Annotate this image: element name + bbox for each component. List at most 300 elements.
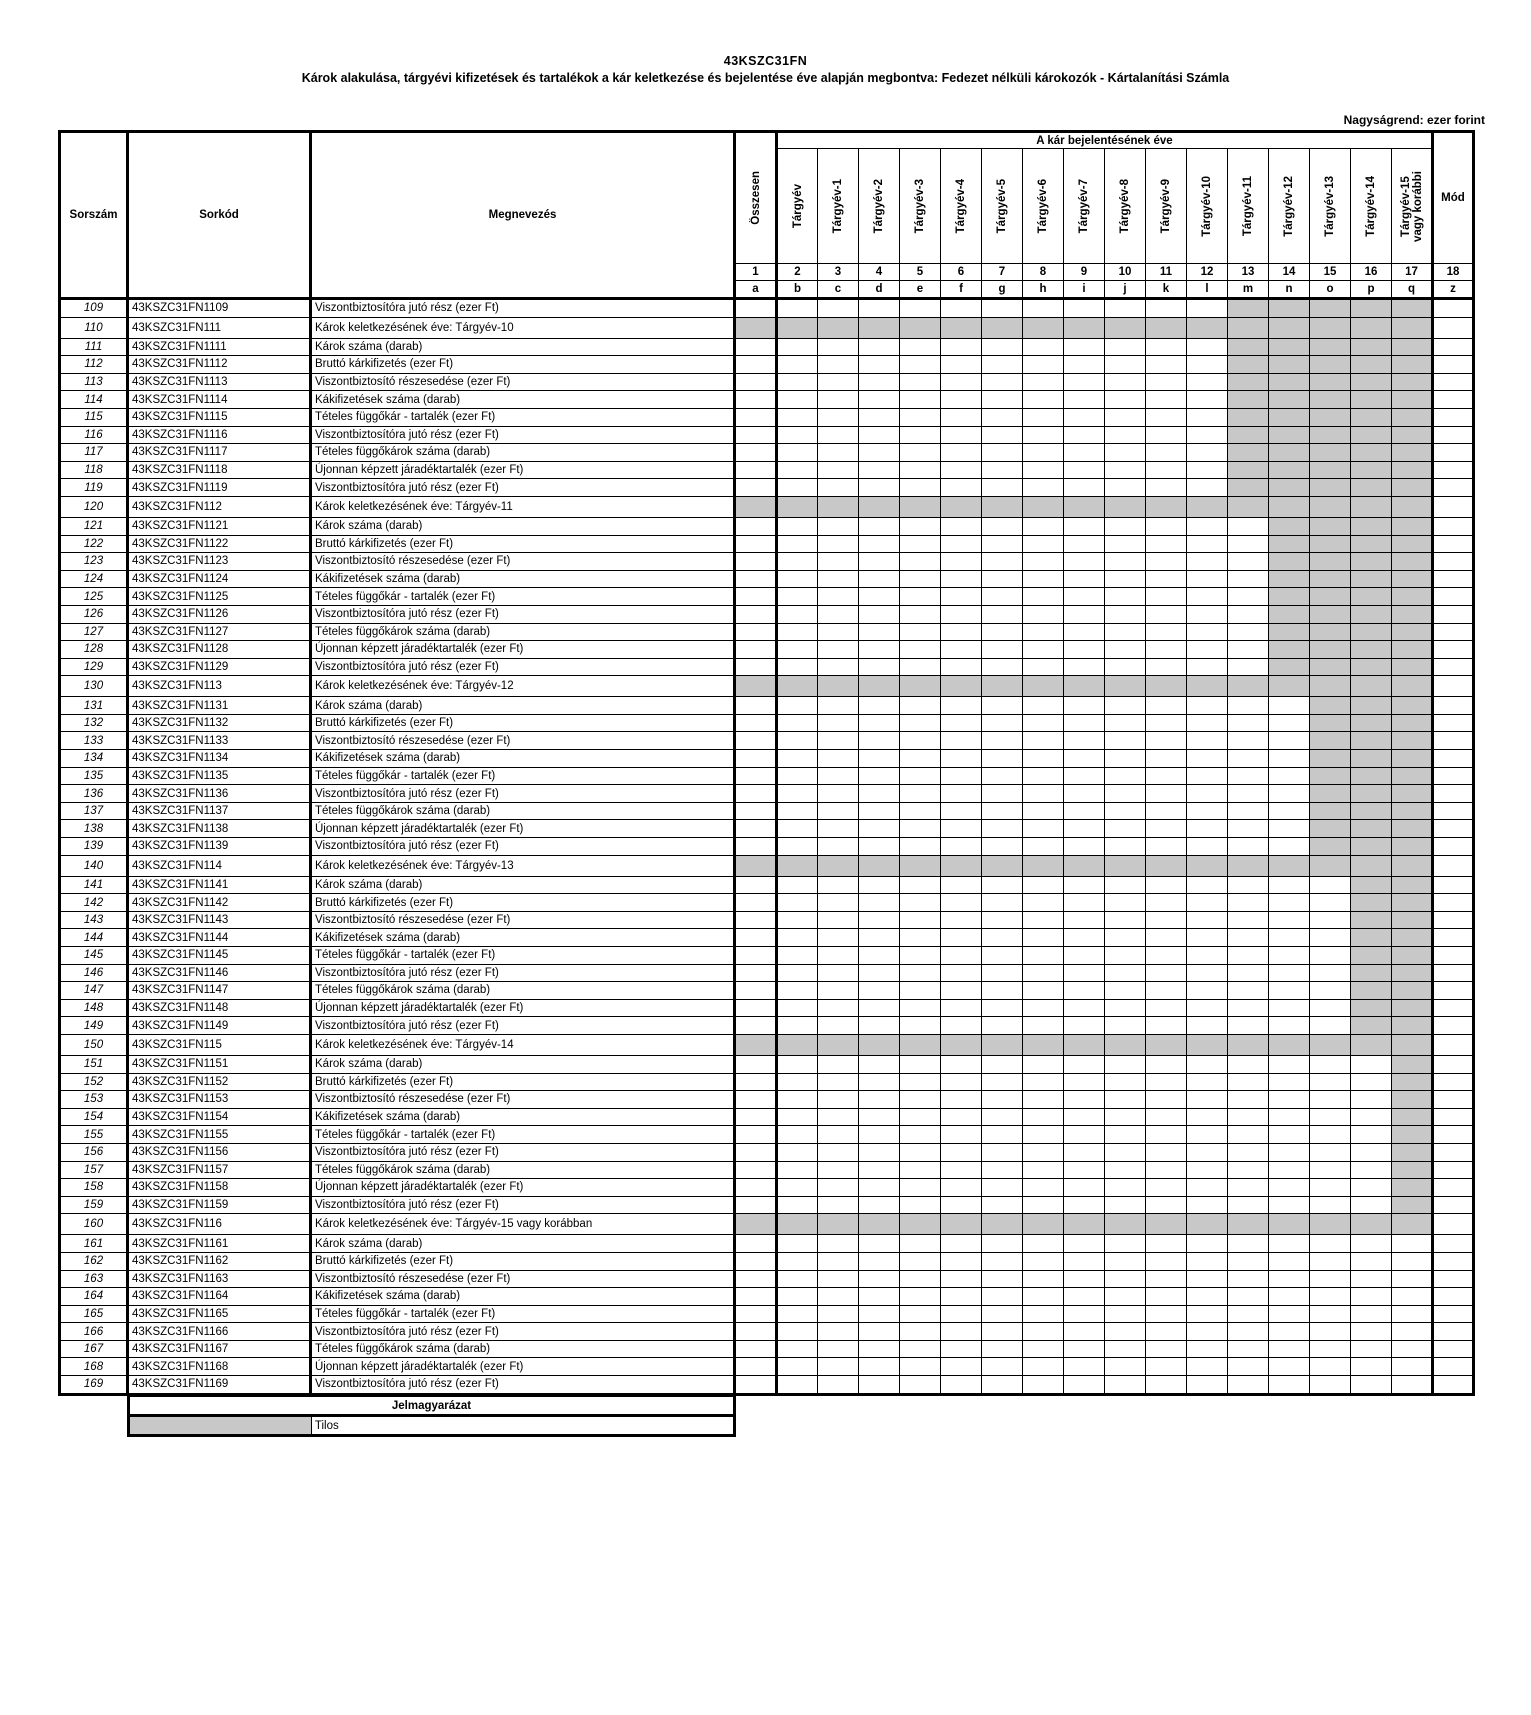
value-cell[interactable] [1433, 553, 1474, 571]
value-cell[interactable] [1105, 1270, 1146, 1288]
value-cell[interactable] [1064, 820, 1105, 838]
value-cell[interactable] [941, 1305, 982, 1323]
value-cell[interactable] [900, 461, 941, 479]
value-cell[interactable] [900, 1305, 941, 1323]
value-cell[interactable] [859, 605, 900, 623]
value-cell[interactable] [1146, 517, 1187, 535]
value-cell[interactable] [1269, 1017, 1310, 1035]
value-cell[interactable] [859, 732, 900, 750]
value-cell[interactable] [900, 714, 941, 732]
value-cell[interactable] [1023, 479, 1064, 497]
value-cell[interactable] [1146, 426, 1187, 444]
value-cell[interactable] [1105, 1073, 1146, 1091]
value-cell[interactable] [1023, 1358, 1064, 1376]
value-cell[interactable] [1351, 1073, 1392, 1091]
value-cell[interactable] [1023, 1235, 1064, 1253]
value-cell[interactable] [1146, 732, 1187, 750]
value-cell[interactable] [1064, 658, 1105, 676]
value-cell[interactable] [1023, 1323, 1064, 1341]
value-cell[interactable] [1105, 876, 1146, 894]
value-cell[interactable] [1187, 299, 1228, 318]
value-cell[interactable] [818, 479, 859, 497]
value-cell[interactable] [1433, 1270, 1474, 1288]
value-cell[interactable] [818, 697, 859, 715]
value-cell[interactable] [735, 767, 777, 785]
value-cell[interactable] [777, 1143, 818, 1161]
value-cell[interactable] [1228, 1288, 1269, 1306]
value-cell[interactable] [1023, 1055, 1064, 1073]
value-cell[interactable] [1433, 999, 1474, 1017]
value-cell[interactable] [1105, 894, 1146, 912]
value-cell[interactable] [1023, 444, 1064, 462]
value-cell[interactable] [941, 517, 982, 535]
value-cell[interactable] [1433, 496, 1474, 517]
value-cell[interactable] [1228, 605, 1269, 623]
value-cell[interactable] [1146, 1340, 1187, 1358]
value-cell[interactable] [1023, 1126, 1064, 1144]
value-cell[interactable] [1105, 1055, 1146, 1073]
value-cell[interactable] [1023, 785, 1064, 803]
value-cell[interactable] [777, 1017, 818, 1035]
value-cell[interactable] [1433, 1017, 1474, 1035]
value-cell[interactable] [1064, 570, 1105, 588]
value-cell[interactable] [1228, 767, 1269, 785]
value-cell[interactable] [859, 1196, 900, 1214]
value-cell[interactable] [1228, 697, 1269, 715]
value-cell[interactable] [777, 373, 818, 391]
value-cell[interactable] [859, 1340, 900, 1358]
value-cell[interactable] [735, 623, 777, 641]
value-cell[interactable] [777, 338, 818, 356]
value-cell[interactable] [735, 982, 777, 1000]
value-cell[interactable] [1351, 1091, 1392, 1109]
value-cell[interactable] [1187, 911, 1228, 929]
value-cell[interactable] [818, 535, 859, 553]
value-cell[interactable] [777, 838, 818, 856]
value-cell[interactable] [982, 1126, 1023, 1144]
value-cell[interactable] [1187, 785, 1228, 803]
value-cell[interactable] [818, 1305, 859, 1323]
value-cell[interactable] [1433, 1252, 1474, 1270]
value-cell[interactable] [859, 391, 900, 409]
value-cell[interactable] [1023, 929, 1064, 947]
value-cell[interactable] [982, 373, 1023, 391]
value-cell[interactable] [900, 373, 941, 391]
value-cell[interactable] [1187, 1235, 1228, 1253]
value-cell[interactable] [818, 1252, 859, 1270]
value-cell[interactable] [1269, 1252, 1310, 1270]
value-cell[interactable] [1228, 1270, 1269, 1288]
value-cell[interactable] [1228, 535, 1269, 553]
value-cell[interactable] [1105, 356, 1146, 374]
value-cell[interactable] [982, 426, 1023, 444]
value-cell[interactable] [818, 1235, 859, 1253]
value-cell[interactable] [1146, 1323, 1187, 1341]
value-cell[interactable] [1146, 999, 1187, 1017]
value-cell[interactable] [1105, 838, 1146, 856]
value-cell[interactable] [1064, 1091, 1105, 1109]
value-cell[interactable] [818, 553, 859, 571]
value-cell[interactable] [818, 299, 859, 318]
value-cell[interactable] [900, 820, 941, 838]
value-cell[interactable] [1187, 444, 1228, 462]
value-cell[interactable] [1433, 299, 1474, 318]
value-cell[interactable] [777, 964, 818, 982]
value-cell[interactable] [941, 1055, 982, 1073]
value-cell[interactable] [982, 697, 1023, 715]
value-cell[interactable] [1105, 338, 1146, 356]
value-cell[interactable] [1023, 338, 1064, 356]
value-cell[interactable] [1433, 732, 1474, 750]
value-cell[interactable] [1105, 802, 1146, 820]
value-cell[interactable] [1023, 894, 1064, 912]
value-cell[interactable] [1433, 391, 1474, 409]
value-cell[interactable] [982, 732, 1023, 750]
value-cell[interactable] [1310, 1288, 1351, 1306]
value-cell[interactable] [1064, 1126, 1105, 1144]
value-cell[interactable] [1146, 714, 1187, 732]
value-cell[interactable] [941, 838, 982, 856]
value-cell[interactable] [1269, 876, 1310, 894]
value-cell[interactable] [1269, 750, 1310, 768]
value-cell[interactable] [1269, 1073, 1310, 1091]
value-cell[interactable] [1187, 1017, 1228, 1035]
value-cell[interactable] [1269, 1235, 1310, 1253]
value-cell[interactable] [1228, 1126, 1269, 1144]
value-cell[interactable] [859, 1288, 900, 1306]
value-cell[interactable] [1187, 1252, 1228, 1270]
value-cell[interactable] [1105, 517, 1146, 535]
value-cell[interactable] [1433, 658, 1474, 676]
value-cell[interactable] [900, 408, 941, 426]
value-cell[interactable] [1228, 517, 1269, 535]
value-cell[interactable] [941, 947, 982, 965]
value-cell[interactable] [941, 1161, 982, 1179]
value-cell[interactable] [1351, 1340, 1392, 1358]
value-cell[interactable] [1433, 750, 1474, 768]
value-cell[interactable] [1187, 391, 1228, 409]
value-cell[interactable] [1064, 535, 1105, 553]
value-cell[interactable] [1146, 911, 1187, 929]
value-cell[interactable] [1064, 1017, 1105, 1035]
value-cell[interactable] [1146, 947, 1187, 965]
value-cell[interactable] [1105, 1196, 1146, 1214]
value-cell[interactable] [777, 535, 818, 553]
value-cell[interactable] [1187, 338, 1228, 356]
value-cell[interactable] [859, 929, 900, 947]
value-cell[interactable] [1310, 982, 1351, 1000]
value-cell[interactable] [941, 299, 982, 318]
value-cell[interactable] [1146, 767, 1187, 785]
value-cell[interactable] [735, 570, 777, 588]
value-cell[interactable] [1269, 1108, 1310, 1126]
value-cell[interactable] [818, 999, 859, 1017]
value-cell[interactable] [818, 947, 859, 965]
value-cell[interactable] [1023, 623, 1064, 641]
value-cell[interactable] [859, 426, 900, 444]
value-cell[interactable] [859, 444, 900, 462]
value-cell[interactable] [900, 1358, 941, 1376]
value-cell[interactable] [859, 714, 900, 732]
value-cell[interactable] [818, 1196, 859, 1214]
value-cell[interactable] [1146, 444, 1187, 462]
value-cell[interactable] [818, 876, 859, 894]
value-cell[interactable] [900, 876, 941, 894]
value-cell[interactable] [1187, 1305, 1228, 1323]
value-cell[interactable] [900, 750, 941, 768]
value-cell[interactable] [1146, 982, 1187, 1000]
value-cell[interactable] [1433, 517, 1474, 535]
value-cell[interactable] [1064, 1143, 1105, 1161]
value-cell[interactable] [859, 1179, 900, 1197]
value-cell[interactable] [1023, 553, 1064, 571]
value-cell[interactable] [941, 641, 982, 659]
value-cell[interactable] [859, 982, 900, 1000]
value-cell[interactable] [941, 338, 982, 356]
value-cell[interactable] [735, 444, 777, 462]
value-cell[interactable] [941, 911, 982, 929]
value-cell[interactable] [777, 714, 818, 732]
value-cell[interactable] [1269, 697, 1310, 715]
value-cell[interactable] [735, 1270, 777, 1288]
value-cell[interactable] [982, 1143, 1023, 1161]
value-cell[interactable] [1146, 338, 1187, 356]
value-cell[interactable] [1023, 1091, 1064, 1109]
value-cell[interactable] [1433, 1323, 1474, 1341]
value-cell[interactable] [1433, 911, 1474, 929]
value-cell[interactable] [735, 1340, 777, 1358]
value-cell[interactable] [900, 732, 941, 750]
value-cell[interactable] [900, 356, 941, 374]
value-cell[interactable] [1023, 876, 1064, 894]
value-cell[interactable] [777, 444, 818, 462]
value-cell[interactable] [982, 1252, 1023, 1270]
value-cell[interactable] [982, 570, 1023, 588]
value-cell[interactable] [1351, 1288, 1392, 1306]
value-cell[interactable] [777, 1340, 818, 1358]
value-cell[interactable] [982, 535, 1023, 553]
value-cell[interactable] [982, 356, 1023, 374]
value-cell[interactable] [1187, 623, 1228, 641]
value-cell[interactable] [1433, 1143, 1474, 1161]
value-cell[interactable] [1269, 1323, 1310, 1341]
value-cell[interactable] [1228, 1305, 1269, 1323]
value-cell[interactable] [818, 894, 859, 912]
value-cell[interactable] [1146, 1126, 1187, 1144]
value-cell[interactable] [900, 785, 941, 803]
value-cell[interactable] [1023, 1017, 1064, 1035]
value-cell[interactable] [777, 1055, 818, 1073]
value-cell[interactable] [941, 588, 982, 606]
value-cell[interactable] [735, 553, 777, 571]
value-cell[interactable] [1023, 1143, 1064, 1161]
value-cell[interactable] [941, 1358, 982, 1376]
value-cell[interactable] [1187, 641, 1228, 659]
value-cell[interactable] [859, 356, 900, 374]
value-cell[interactable] [900, 588, 941, 606]
value-cell[interactable] [1064, 767, 1105, 785]
value-cell[interactable] [1187, 1161, 1228, 1179]
value-cell[interactable] [1187, 356, 1228, 374]
value-cell[interactable] [1023, 1252, 1064, 1270]
value-cell[interactable] [735, 1235, 777, 1253]
value-cell[interactable] [1433, 588, 1474, 606]
value-cell[interactable] [735, 299, 777, 318]
value-cell[interactable] [1310, 947, 1351, 965]
value-cell[interactable] [1146, 894, 1187, 912]
value-cell[interactable] [1433, 1179, 1474, 1197]
value-cell[interactable] [1064, 1196, 1105, 1214]
value-cell[interactable] [982, 1270, 1023, 1288]
value-cell[interactable] [1228, 999, 1269, 1017]
value-cell[interactable] [1351, 1235, 1392, 1253]
value-cell[interactable] [941, 1143, 982, 1161]
value-cell[interactable] [735, 373, 777, 391]
value-cell[interactable] [1105, 426, 1146, 444]
value-cell[interactable] [1228, 1091, 1269, 1109]
value-cell[interactable] [1269, 767, 1310, 785]
value-cell[interactable] [859, 802, 900, 820]
value-cell[interactable] [1146, 408, 1187, 426]
value-cell[interactable] [1269, 1340, 1310, 1358]
value-cell[interactable] [735, 391, 777, 409]
value-cell[interactable] [777, 785, 818, 803]
value-cell[interactable] [1269, 947, 1310, 965]
value-cell[interactable] [1433, 605, 1474, 623]
value-cell[interactable] [1433, 1073, 1474, 1091]
value-cell[interactable] [777, 299, 818, 318]
value-cell[interactable] [982, 785, 1023, 803]
value-cell[interactable] [1023, 1376, 1064, 1395]
value-cell[interactable] [941, 426, 982, 444]
value-cell[interactable] [1146, 373, 1187, 391]
value-cell[interactable] [818, 356, 859, 374]
value-cell[interactable] [1105, 1161, 1146, 1179]
value-cell[interactable] [1187, 714, 1228, 732]
value-cell[interactable] [777, 1091, 818, 1109]
value-cell[interactable] [735, 1288, 777, 1306]
value-cell[interactable] [1105, 947, 1146, 965]
value-cell[interactable] [859, 785, 900, 803]
value-cell[interactable] [1310, 1235, 1351, 1253]
value-cell[interactable] [1023, 517, 1064, 535]
value-cell[interactable] [941, 1323, 982, 1341]
value-cell[interactable] [1064, 714, 1105, 732]
value-cell[interactable] [1187, 1288, 1228, 1306]
value-cell[interactable] [735, 517, 777, 535]
value-cell[interactable] [1433, 623, 1474, 641]
value-cell[interactable] [1433, 876, 1474, 894]
value-cell[interactable] [1064, 408, 1105, 426]
value-cell[interactable] [900, 444, 941, 462]
value-cell[interactable] [982, 1091, 1023, 1109]
value-cell[interactable] [1023, 802, 1064, 820]
value-cell[interactable] [735, 1143, 777, 1161]
value-cell[interactable] [1228, 732, 1269, 750]
value-cell[interactable] [1105, 623, 1146, 641]
value-cell[interactable] [1023, 658, 1064, 676]
value-cell[interactable] [1310, 1055, 1351, 1073]
value-cell[interactable] [1105, 461, 1146, 479]
value-cell[interactable] [1146, 1288, 1187, 1306]
value-cell[interactable] [1146, 588, 1187, 606]
value-cell[interactable] [777, 767, 818, 785]
value-cell[interactable] [1146, 697, 1187, 715]
value-cell[interactable] [1228, 570, 1269, 588]
value-cell[interactable] [777, 517, 818, 535]
value-cell[interactable] [1023, 838, 1064, 856]
value-cell[interactable] [1064, 1073, 1105, 1091]
value-cell[interactable] [1105, 750, 1146, 768]
value-cell[interactable] [900, 1126, 941, 1144]
value-cell[interactable] [982, 1358, 1023, 1376]
value-cell[interactable] [1269, 1358, 1310, 1376]
value-cell[interactable] [1023, 714, 1064, 732]
value-cell[interactable] [735, 1091, 777, 1109]
value-cell[interactable] [777, 1108, 818, 1126]
value-cell[interactable] [1269, 1143, 1310, 1161]
value-cell[interactable] [1351, 1252, 1392, 1270]
value-cell[interactable] [1228, 1323, 1269, 1341]
value-cell[interactable] [941, 999, 982, 1017]
value-cell[interactable] [1105, 982, 1146, 1000]
value-cell[interactable] [1310, 1196, 1351, 1214]
value-cell[interactable] [1023, 964, 1064, 982]
value-cell[interactable] [735, 641, 777, 659]
value-cell[interactable] [1187, 876, 1228, 894]
value-cell[interactable] [982, 1161, 1023, 1179]
value-cell[interactable] [859, 553, 900, 571]
value-cell[interactable] [1187, 947, 1228, 965]
value-cell[interactable] [777, 1179, 818, 1197]
value-cell[interactable] [777, 802, 818, 820]
value-cell[interactable] [941, 1126, 982, 1144]
value-cell[interactable] [818, 750, 859, 768]
value-cell[interactable] [859, 623, 900, 641]
value-cell[interactable] [1228, 982, 1269, 1000]
value-cell[interactable] [1433, 1305, 1474, 1323]
value-cell[interactable] [1269, 1288, 1310, 1306]
value-cell[interactable] [1146, 299, 1187, 318]
value-cell[interactable] [900, 1376, 941, 1395]
value-cell[interactable] [777, 1196, 818, 1214]
value-cell[interactable] [1064, 1235, 1105, 1253]
value-cell[interactable] [900, 535, 941, 553]
value-cell[interactable] [1228, 802, 1269, 820]
value-cell[interactable] [1433, 479, 1474, 497]
value-cell[interactable] [859, 1017, 900, 1035]
value-cell[interactable] [1228, 641, 1269, 659]
value-cell[interactable] [941, 802, 982, 820]
value-cell[interactable] [1310, 1161, 1351, 1179]
value-cell[interactable] [1228, 1055, 1269, 1073]
value-cell[interactable] [818, 1270, 859, 1288]
value-cell[interactable] [859, 1143, 900, 1161]
value-cell[interactable] [1433, 714, 1474, 732]
value-cell[interactable] [1023, 1108, 1064, 1126]
value-cell[interactable] [1433, 767, 1474, 785]
value-cell[interactable] [1187, 479, 1228, 497]
value-cell[interactable] [1105, 1340, 1146, 1358]
value-cell[interactable] [735, 1179, 777, 1197]
value-cell[interactable] [859, 1073, 900, 1091]
value-cell[interactable] [859, 658, 900, 676]
value-cell[interactable] [1351, 1126, 1392, 1144]
value-cell[interactable] [1064, 641, 1105, 659]
value-cell[interactable] [1105, 479, 1146, 497]
value-cell[interactable] [1433, 641, 1474, 659]
value-cell[interactable] [982, 391, 1023, 409]
